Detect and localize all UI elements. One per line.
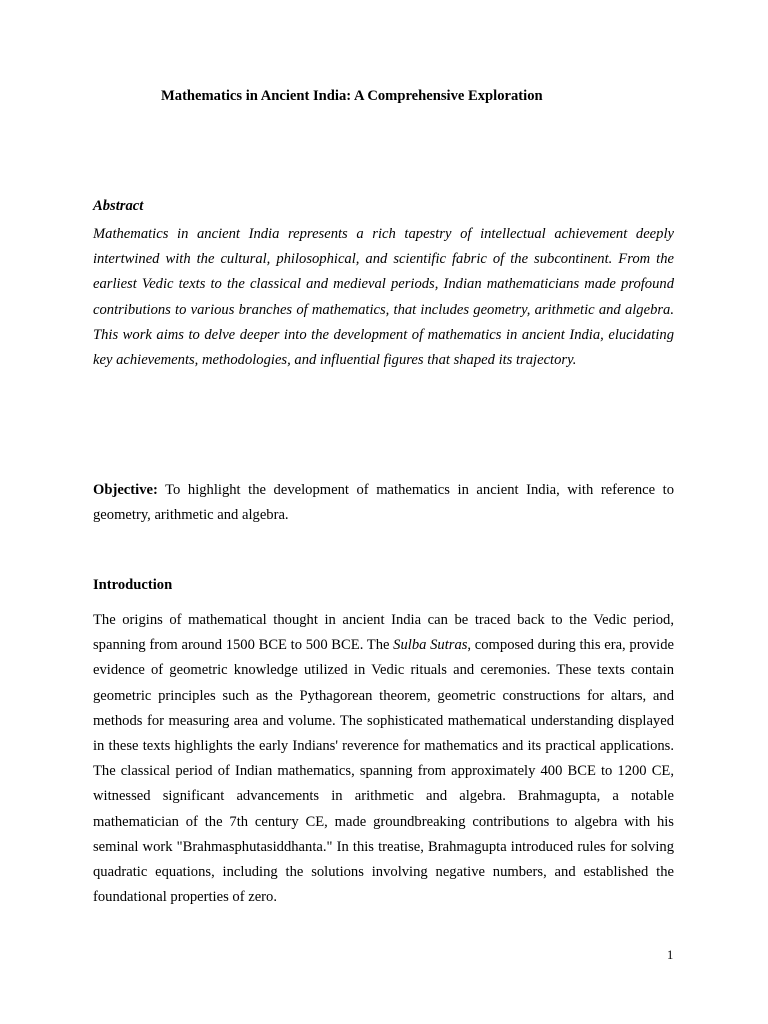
- objective-paragraph: [93, 478, 674, 528]
- abstract-body: Mathematics in ancient India represents a rich tapestry of intellectual achievement deeply intertwined with the cultural, philosophical, and scientific fabric of the subcontinent. From the earliest Vedic texts to the classical and medieval periods, Indian mathematicians made profound contributions to various branches of mathematics, that includes geometry, arithmetic and algebra. This work aims to delve deeper into the development of mathematics in ancient India, elucidating key achievements, methodologies, and influential figures that shaped its trajectory.: [93, 226, 674, 369]
- introduction-text-part2: , composed during this era, provide evidence of geometric knowledge utilized in Vedic rituals and ceremonies. These texts contain geometric principles such as the Pythagorean theorem, geometric constructions for altars, and methods for measuring area and volume. The sophisticated mathematical understanding displayed in these texts highlights the early Indians' reverence for mathematics and its practical applications. The classical period of Indian mathematics, spanning from approximately 400 BCE to 1200 CE, witnessed significant advancements in arithmetic and algebra. Brahmagupta, a notable mathematician of the 7th century CE, made groundbreaking contributions to algebra with his seminal work "Brahmasphutasiddhanta." In this treatise, Brahmagupta introduced rules for solving quadratic equations, including the solutions involving negative numbers, and established the foundational properties of zero.: [93, 637, 674, 906]
- introduction-text-part1: The origins of mathematical thought in ancient India can be traced back to the Vedic period, spanning from around 1500 BCE to 500 BCE. The: [93, 612, 674, 654]
- introduction-heading: Introduction: [93, 577, 173, 593]
- introduction-emphasis-sulba-sutras: Sulba Sutras: [393, 637, 468, 654]
- page-number: 1: [667, 948, 674, 962]
- document-title: Mathematics in Ancient India: A Comprehensive Exploration: [161, 88, 543, 104]
- introduction-body: [93, 608, 674, 910]
- objective-text: To highlight the development of mathematics in ancient India, with reference to geometry, arithmetic and algebra.: [93, 482, 674, 524]
- abstract-heading: Abstract: [93, 198, 144, 214]
- objective-label: Objective:: [93, 482, 158, 498]
